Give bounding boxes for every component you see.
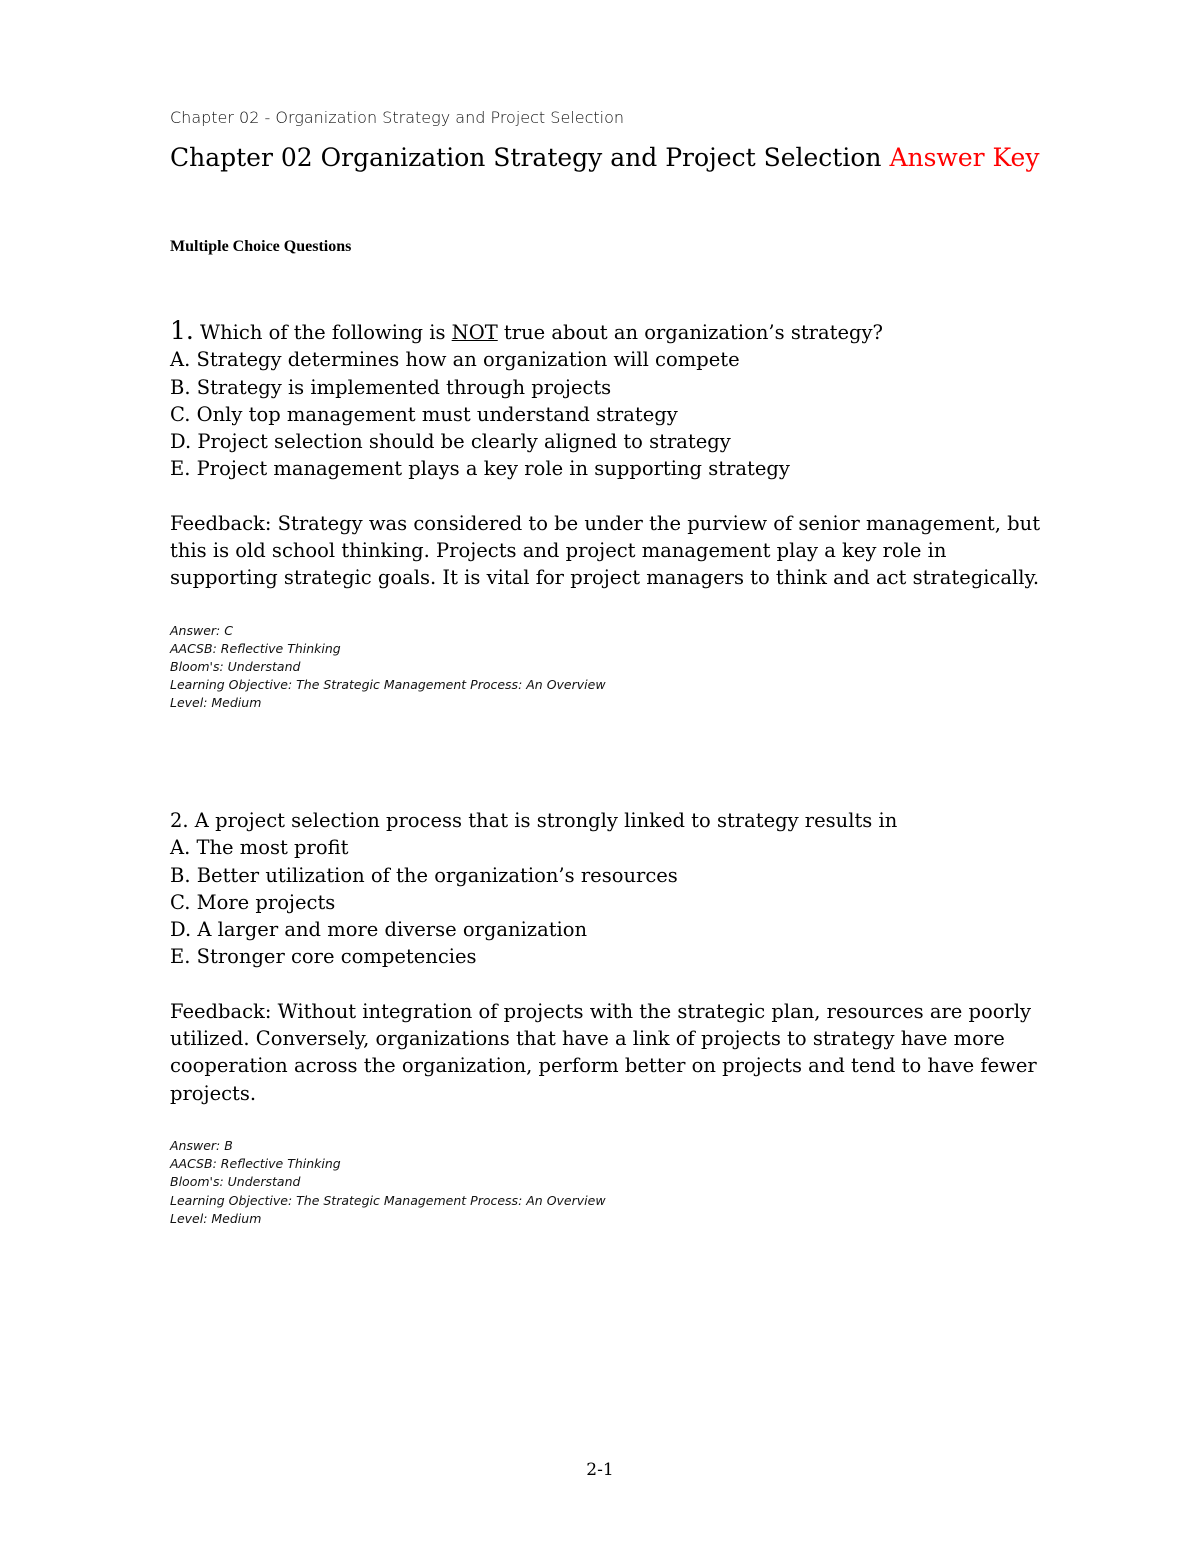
answer-option: C. More projects bbox=[170, 890, 336, 914]
learning-objective-line: Learning Objective: The Strategic Management Process: An Overview bbox=[170, 1192, 606, 1208]
feedback-text: Feedback: Without integration of projects with the strategic plan, resources are poorly utilized. Conversely, organizations that have a link of projects to strategy have more cooperation across the organization, perform better on projects and tend to have fewer projects. bbox=[170, 999, 1037, 1105]
page-title-text: Chapter 02 Organization Strategy and Project Selection bbox=[170, 143, 882, 172]
question-stem-emphasis: NOT bbox=[451, 321, 498, 344]
aacsb-line: AACSB: Reflective Thinking bbox=[170, 640, 341, 656]
question-meta bbox=[170, 622, 1050, 713]
blooms-line: Bloom's: Understand bbox=[170, 659, 301, 675]
aacsb-line: AACSB: Reflective Thinking bbox=[170, 1156, 341, 1172]
answer-line: Answer: C bbox=[170, 622, 233, 638]
feedback-text: Feedback: Strategy was considered to be under the purview of senior management, but this is old school thinking. Projects and project management play a key role in supporting strategic goals. It is vital for project managers to think and act strategically. bbox=[170, 511, 1041, 590]
question-stem-part: Which of the following is bbox=[193, 321, 452, 344]
question-block bbox=[170, 317, 1050, 713]
answer-option: B. Better utilization of the organization’s resources bbox=[170, 863, 678, 887]
answer-option: A. Strategy determines how an organization will compete bbox=[170, 348, 740, 372]
question-number: 1. bbox=[170, 316, 194, 345]
blooms-line: Bloom's: Understand bbox=[170, 1174, 301, 1190]
learning-objective-line: Learning Objective: The Strategic Management Process: An Overview bbox=[170, 677, 606, 693]
answer-option: A. The most profit bbox=[170, 836, 349, 860]
question-stem-part: true about an organization’s strategy? bbox=[497, 321, 883, 344]
answer-option: D. Project selection should be clearly aligned to strategy bbox=[170, 430, 731, 454]
level-line: Level: Medium bbox=[170, 695, 262, 711]
question-meta bbox=[170, 1137, 1050, 1228]
section-heading: Multiple Choice Questions bbox=[170, 238, 352, 255]
answer-option: E. Project management plays a key role in supporting strategy bbox=[170, 457, 790, 481]
running-header: Chapter 02 - Organization Strategy and Project Selection bbox=[170, 108, 625, 127]
page-title bbox=[170, 143, 1039, 172]
answer-option: E. Stronger core competencies bbox=[170, 945, 477, 969]
answer-option: D. A larger and more diverse organization bbox=[170, 918, 588, 942]
question-stem: 2. A project selection process that is strongly linked to strategy results in bbox=[170, 809, 898, 832]
question-stem bbox=[170, 317, 1050, 346]
answer-line: Answer: B bbox=[170, 1137, 233, 1153]
question-block bbox=[170, 807, 1050, 1228]
answer-option: C. Only top management must understand strategy bbox=[170, 402, 678, 426]
page-number: 2-1 bbox=[586, 1460, 614, 1480]
level-line: Level: Medium bbox=[170, 1210, 262, 1226]
answer-option: B. Strategy is implemented through projects bbox=[170, 375, 612, 399]
answer-key-label: Answer Key bbox=[889, 143, 1040, 172]
